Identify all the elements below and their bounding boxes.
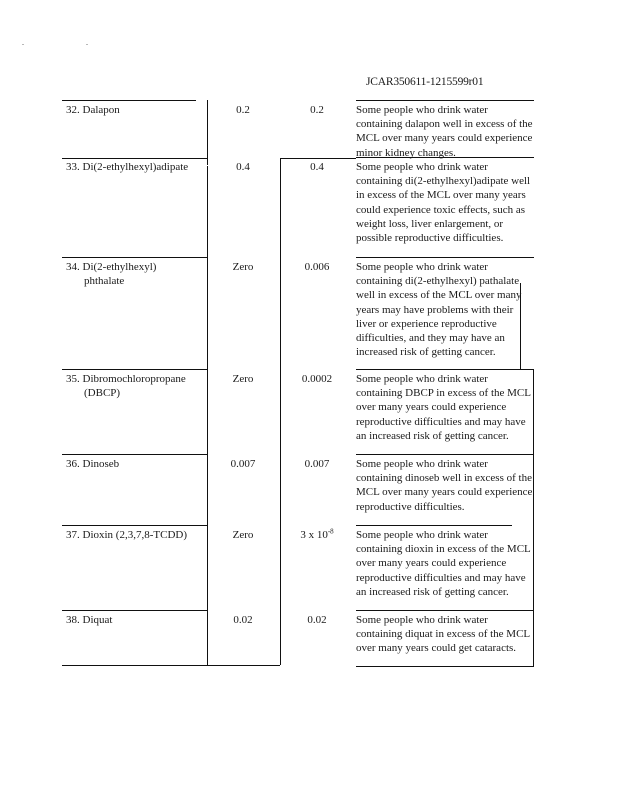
table-row-dalapon-name <box>66 103 206 117</box>
mclg-value: Zero <box>232 373 254 385</box>
table-rule <box>62 100 196 101</box>
table-rule <box>62 665 280 666</box>
table-rule <box>62 454 208 455</box>
mclg-value: Zero <box>232 261 254 273</box>
health-effects: Some people who drink water containing DBCP in excess of the MCL over many years could experience reproductive difficulties and may have an increased risk of getting cancer. <box>356 373 531 442</box>
table-rule <box>356 454 534 455</box>
table-rule <box>62 525 208 526</box>
table-rule <box>356 610 534 611</box>
mcl-value: 0.02 <box>307 614 327 626</box>
scan-specks: . . <box>22 38 118 47</box>
health-effects: Some people who drink water containing dinoseb well in excess of the MCL over many years could experience reproductive difficulties. <box>356 458 533 513</box>
mclg-value: 0.2 <box>236 104 250 116</box>
row-number: 33. <box>66 161 80 173</box>
table-rule <box>62 369 208 370</box>
row-number: 37. <box>66 529 80 541</box>
mcl-value: 0.007 <box>304 458 330 470</box>
row-number: 38. <box>66 614 80 626</box>
mcl-value: 0.2 <box>310 104 324 116</box>
row-number: 36. <box>66 458 80 470</box>
table-row-dioxin-name <box>66 528 206 542</box>
table-rule <box>280 158 356 159</box>
table-rule <box>356 100 534 101</box>
mcl-mantissa: 3 x 10 <box>300 529 328 541</box>
table-row-adipate-name <box>66 160 206 174</box>
document-id: JCAR350611-1215599r01 <box>366 76 484 88</box>
table-row-dbcp-name <box>66 372 206 400</box>
contaminant-name: Dioxin (2,3,7,8-TCDD) <box>82 529 187 541</box>
table-rule <box>356 666 534 667</box>
row-number: 34. <box>66 261 80 273</box>
mcl-value: 0.4 <box>310 161 324 173</box>
row-number: 35. <box>66 373 80 385</box>
mclg-value: 0.02 <box>233 614 253 626</box>
row-number: 32. <box>66 104 80 116</box>
contaminant-name: Dinoseb <box>82 458 120 470</box>
table-rule <box>62 610 208 611</box>
column-divider <box>207 166 208 666</box>
mcl-value <box>282 528 352 542</box>
health-effects: Some people who drink water containing diquat in excess of the MCL over many years could get cataracts. <box>356 614 530 655</box>
contaminant-name: Dibromochloropropane <box>82 373 186 385</box>
contaminant-name: Diquat <box>82 614 113 626</box>
health-effects: Some people who drink water containing di(2-ethylhexyl) pathalate well in excess of the MCL over many years may have problems with their liver or experience reproductive difficulties, and they may have an increased risk of getting cancer. <box>356 261 522 359</box>
health-effects: Some people who drink water containing di(2-ethylhexyl)adipate well in excess of the MCL over many years could experience toxic effects, such as weight loss, liver enlargement, or possible reproductive difficulties. <box>356 161 531 245</box>
table-row-diquat-name <box>66 613 206 627</box>
mclg-value: 0.007 <box>230 458 256 470</box>
health-effects: Some people who drink water containing dalapon well in excess of the MCL over many years could experience minor kidney changes. <box>356 104 533 159</box>
mclg-value: Zero <box>232 529 254 541</box>
table-rule <box>356 369 534 370</box>
mclg-value: 0.4 <box>236 161 250 173</box>
table-row-dinoseb-name <box>66 457 206 471</box>
contaminant-name-continued: (DBCP) <box>84 387 121 400</box>
table-rule <box>62 158 208 159</box>
table-rule <box>62 257 208 258</box>
mcl-value: 0.006 <box>304 261 330 273</box>
mcl-exponent: -8 <box>327 527 334 536</box>
table-rule <box>356 257 534 258</box>
column-divider <box>280 158 281 665</box>
contaminant-name-continued: phthalate <box>84 275 125 288</box>
contaminant-name: Di(2-ethylhexyl) <box>82 261 157 273</box>
contaminant-name: Di(2-ethylhexyl)adipate <box>82 161 189 173</box>
health-effects: Some people who drink water containing dioxin in excess of the MCL over many years could experience reproductive difficulties and may have an increased risk of getting cancer. <box>356 529 531 598</box>
contaminant-name: Dalapon <box>82 104 120 116</box>
mcl-value: 0.0002 <box>301 373 333 385</box>
table-rule <box>356 525 512 526</box>
table-row-phthalate-name <box>66 260 206 288</box>
column-divider <box>207 100 208 165</box>
